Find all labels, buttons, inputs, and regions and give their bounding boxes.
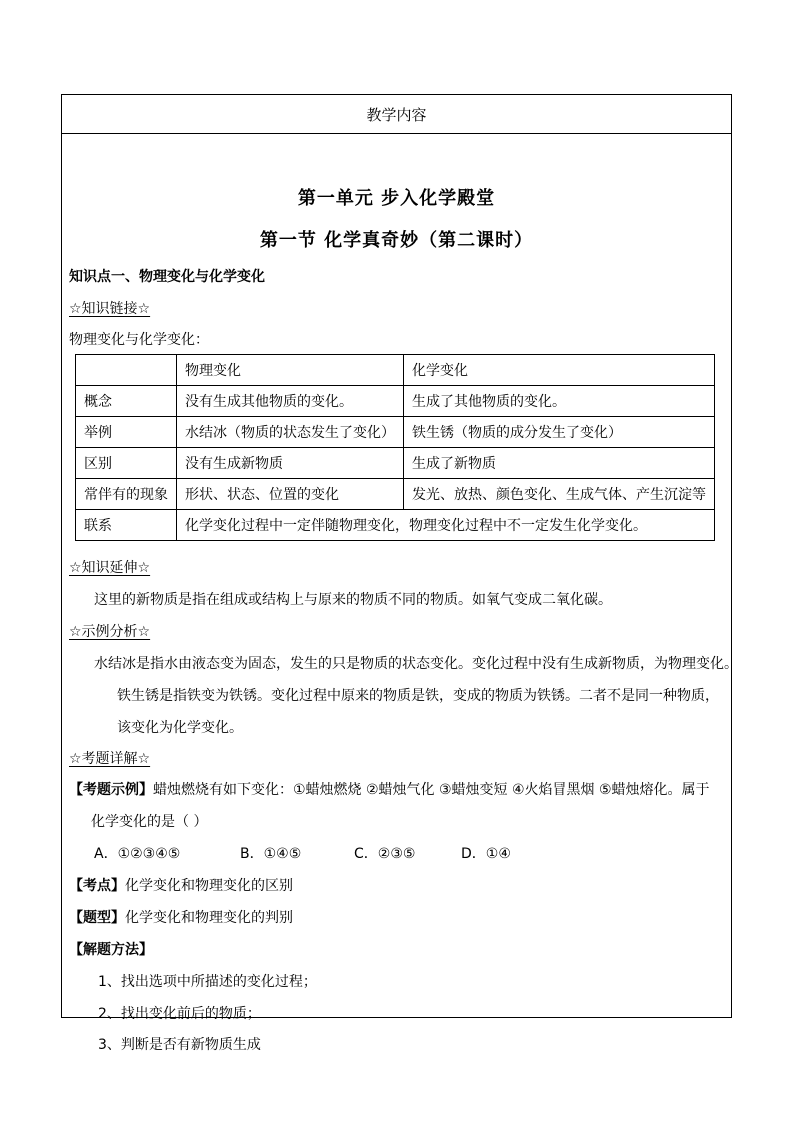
header-cell [62,95,731,134]
table-cell: 生成了新物质 [404,448,715,479]
method-label: 【解题方法】 [69,942,153,958]
point-text: 化学变化和物理变化的区别 [125,878,293,894]
type-text: 化学变化和物理变化的判别 [125,910,293,926]
table-cell: 区别 [76,448,177,479]
method-step: 2、找出变化前后的物质； [98,1006,261,1022]
table-cell: 概念 [76,386,177,417]
table-cell: 没有生成新物质 [177,448,404,479]
content-frame [61,94,738,1053]
option-d: D．①④ [461,846,511,862]
exam-question [69,779,710,799]
table-header-row [76,355,715,386]
table-header-cell: 物理变化 [177,355,404,386]
table-row [76,448,715,479]
extension-link-heading: ☆知识延伸☆ [69,560,151,576]
knowledge-link-heading: ☆知识链接☆ [69,301,151,317]
header-title: 教学内容 [366,105,427,124]
exam-text: 蜡烛燃烧有如下变化：①蜡烛燃烧 ②蜡烛气化 ③蜡烛变短 ④火焰冒黑烟 ⑤蜡烛熔化。属于 [153,782,710,798]
table-cell: 常伴有的现象 [76,479,177,510]
point-label: 【考点】 [69,878,125,894]
table-cell: 形状、状态、位置的变化 [177,479,404,510]
table-header-cell [76,355,177,386]
table-header-cell: 化学变化 [404,355,715,386]
option-c: C．②③⑤ [354,846,416,862]
table-cell: 化学变化过程中一定伴随物理变化，物理变化过程中不一定发生化学变化。 [177,510,715,541]
table-caption: 物理变化与化学变化： [69,332,209,348]
exam-type [69,907,293,927]
table-row [76,479,715,510]
table-cell: 举例 [76,417,177,448]
method-step: 1、找出选项中所描述的变化过程； [98,974,317,990]
example-line: 水结冰是指水由液态变为固态，发生的只是物质的状态变化。变化过程中没有生成新物质，为物理变化。 [94,656,738,672]
table-cell: 发光、放热、颜色变化、生成气体、产生沉淀等 [404,479,715,510]
table-cell: 联系 [76,510,177,541]
example-link-heading: ☆示例分析☆ [69,624,151,640]
section-heading: 知识点一、物理变化与化学变化 [69,269,265,285]
exam-point [69,875,293,895]
example-line: 铁生锈是指铁变为铁锈。变化过程中原来的物质是铁，变成的物质为铁锈。二者不是同一种物质， [117,688,719,704]
exam-label: 【考题示例】 [69,782,153,798]
exam-link-heading: ☆考题详解☆ [69,751,151,767]
table-cell: 生成了其他物质的变化。 [404,386,715,417]
table-cell: 铁生锈（物质的成分发生了变化） [404,417,715,448]
method-step: 3、判断是否有新物质生成 [98,1037,261,1053]
type-label: 【题型】 [69,910,125,926]
extension-text: 这里的新物质是指在组成或结构上与原来的物质不同的物质。如氧气变成二氧化碳。 [94,592,612,608]
option-b: B．①④⑤ [240,846,302,862]
table-row [76,386,715,417]
comparison-table [75,354,715,541]
option-a: A．①②③④⑤ [94,846,181,862]
unit-title: 第一单元 步入化学殿堂 [297,188,496,209]
lesson-title: 第一节 化学真奇妙（第二课时） [259,230,534,251]
exam-question-cont: 化学变化的是（ ） [91,814,208,830]
table-row [76,417,715,448]
table-row [76,510,715,541]
example-line: 该变化为化学变化。 [117,720,243,736]
table-cell: 没有生成其他物质的变化。 [177,386,404,417]
table-cell: 水结冰（物质的状态发生了变化） [177,417,404,448]
